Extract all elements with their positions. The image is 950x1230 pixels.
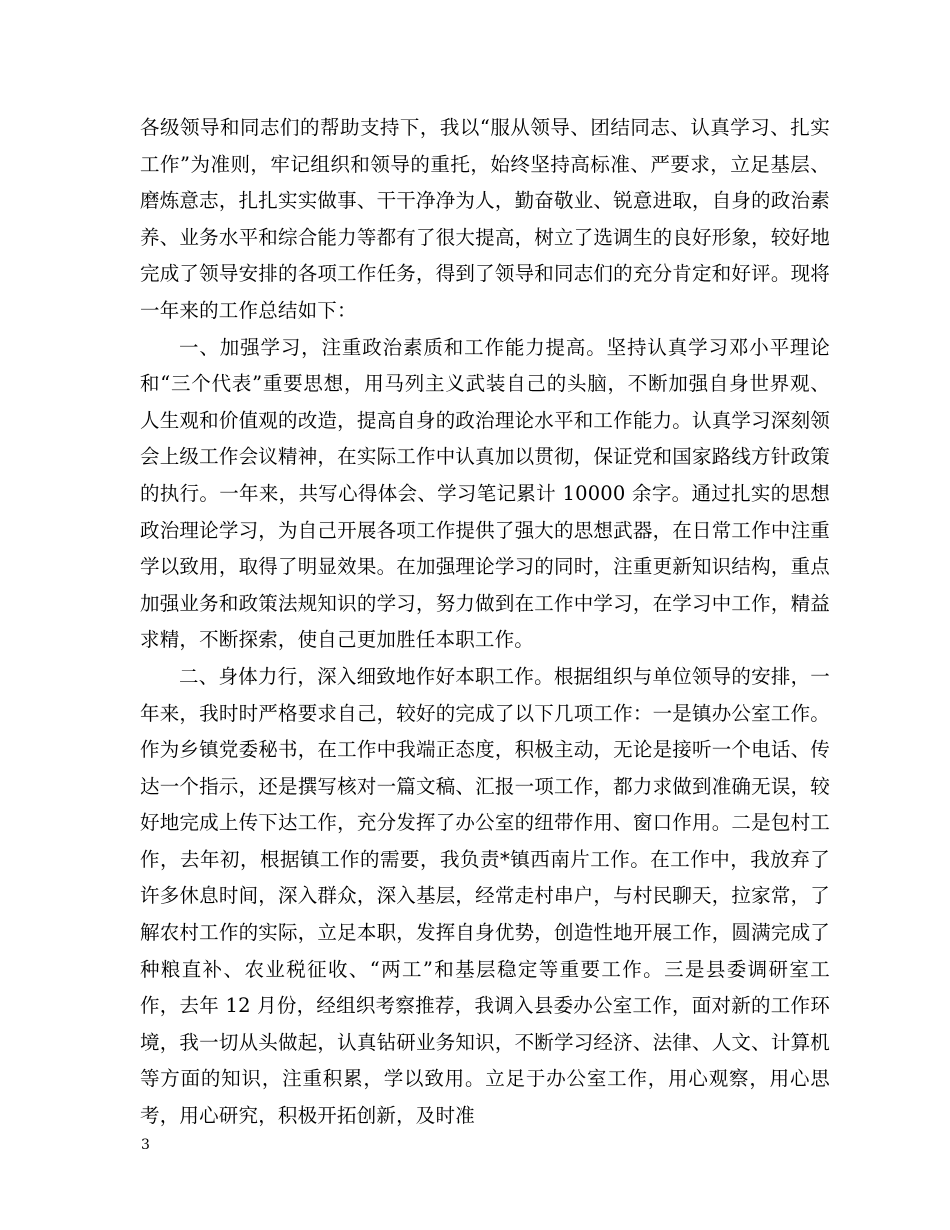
document-body xyxy=(140,110,830,1135)
paragraph-section-one: 一、加强学习，注重政治素质和工作能力提高。坚持认真学习邓小平理论和“三个代表”重要思想，用马列主义武装自己的头脑，不断加强自身世界观、人生观和价值观的改造，提高自身的政治理论水平和工作能力。认真学习深刻领会上级工作会议精神，在实际工作中认真加以贯彻，保证党和国家路线方针政策的执行。一年来，共写心得体会、学习笔记累计 10000 余字。通过扎实的思想政治理论学习，为自己开展各项工作提供了强大的思想武器，在日常工作中注重学以致用，取得了明显效果。在加强理论学习的同时，注重更新知识结构，重点加强业务和政策法规知识的学习，努力做到在工作中学习，在学习中工作，精益求精，不断探索，使自己更加胜任本职工作。 xyxy=(140,335,830,652)
paragraph-section-two: 二、身体力行，深入细致地作好本职工作。根据组织与单位领导的安排，一年来，我时时严格要求自己，较好的完成了以下几项工作：一是镇办公室工作。作为乡镇党委秘书，在工作中我端正态度，积极主动，无论是接听一个电话、传达一个指示，还是撰写核对一篇文稿、汇报一项工作，都力求做到准确无误，较好地完成上传下达工作，充分发挥了办公室的纽带作用、窗口作用。二是包村工作，去年初，根据镇工作的需要，我负责*镇西南片工作。在工作中，我放弃了许多休息时间，深入群众，深入基层，经常走村串户，与村民聊天，拉家常，了解农村工作的实际，立足本职，发挥自身优势，创造性地开展工作，圆满完成了种粮直补、农业税征收、“两工”和基层稳定等重要工作。三是县委调研室工作，去年 12 月份，经组织考察推荐，我调入县委办公室工作，面对新的工作环境，我一切从头做起，认真钻研业务知识，不断学习经济、法律、人文、计算机等方面的知识，注重积累，学以致用。立足于办公室工作，用心观察，用心思考，用心研究，积极开拓创新，及时准 xyxy=(140,664,830,1128)
page-number: 3 xyxy=(141,1137,150,1153)
paragraph-intro: 各级领导和同志们的帮助支持下，我以“服从领导、团结同志、认真学习、扎实工作”为准则，牢记组织和领导的重托，始终坚持高标准、严要求，立足基层、磨炼意志，扎扎实实做事、干干净净为人，勤奋敬业、锐意进取，自身的政治素养、业务水平和综合能力等都有了很大提高，树立了选调生的良好形象，较好地完成了领导安排的各项工作任务，得到了领导和同志们的充分肯定和好评。现将一年来的工作总结如下： xyxy=(140,116,830,322)
